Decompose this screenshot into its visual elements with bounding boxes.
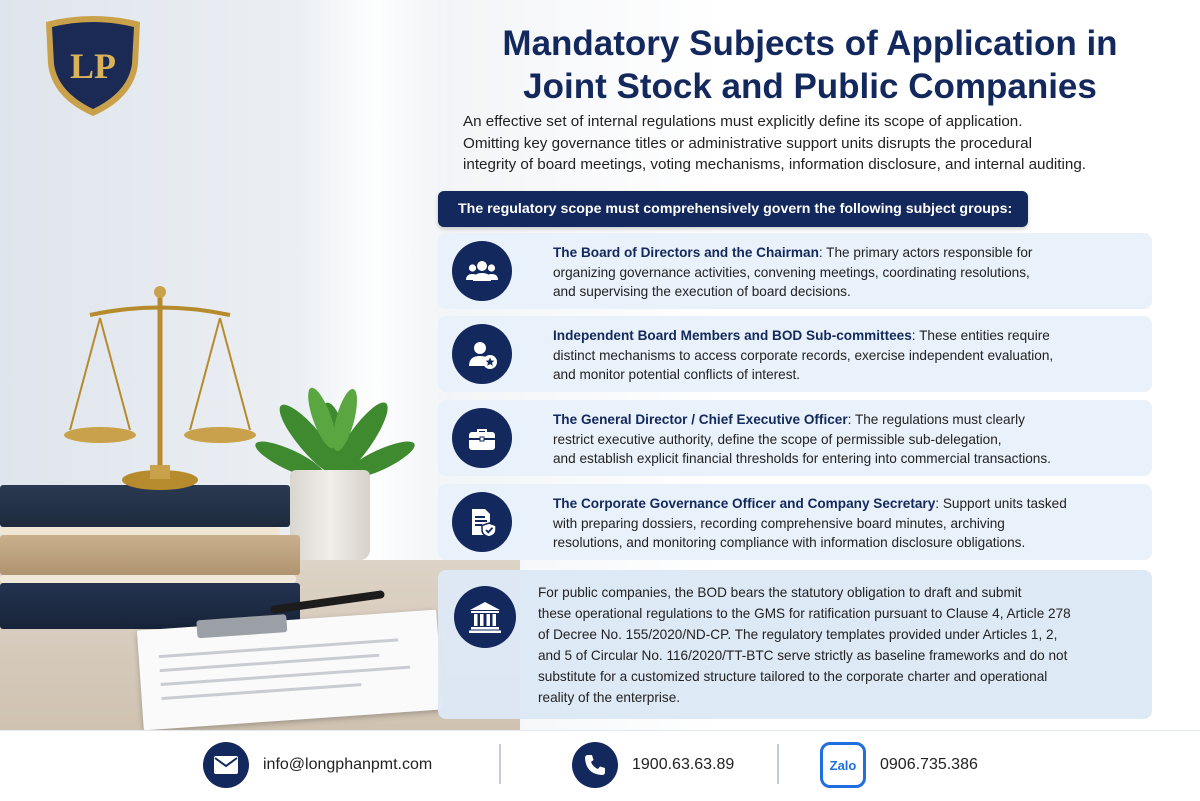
stacked-books: [0, 480, 300, 630]
lp-shield-logo: [40, 14, 146, 118]
briefcase-icon: [452, 408, 512, 468]
justice-scale-illustration: [50, 280, 270, 500]
page-title: [450, 22, 1170, 108]
note-text: For public companies, the BOD bears the statutory obligation to draft and submit these operational regulations to the GMS for ratification pursuant to Clause 4, Article 278 of Decree No. 155/2020/ND-CP. The regulatory templates provided under Articles 1, 2, and 5 of Circular No. 116/2020/TT-BTC serve strictly as baseline frameworks and do not substitute for a customized structure tailored to the corporate charter and operational reality of the enterprise.: [538, 585, 1071, 705]
email-address[interactable]: info@longphanpmt.com: [263, 756, 433, 773]
subject-card-independent-members: [438, 316, 1152, 392]
phone-number[interactable]: 1900.63.63.89: [632, 756, 735, 773]
intro-paragraph: An effective set of internal regulations must explicitly define its scope of application. Omitting key governance titles or administrative support units disrupts the procedural integrity of board meetings, voting mechanisms, information disclosure, and internal auditing.: [463, 113, 1087, 173]
subject-text: The General Director / Chief Executive Officer: The regulations must clearly restrict executive authority, define the scope of permissible sub-delegation, and establish explicit financial thresholds for entering into commercial transactions.: [553, 412, 1051, 466]
zalo-number[interactable]: 0906.735.386: [880, 756, 978, 773]
institution-icon: [454, 586, 516, 648]
phone-icon: [572, 742, 618, 788]
subject-text: The Board of Directors and the Chairman: The primary actors responsible for organizing governance activities, convening meetings, coordinating resolutions, and supervising the execution of board decisions.: [553, 245, 1033, 299]
document-shield-icon: [452, 492, 512, 552]
public-company-note: [438, 570, 1152, 719]
subject-text: The Corporate Governance Officer and Company Secretary: Support units tasked with preparing dossiers, recording comprehensive board minutes, archiving resolutions, and monitoring compliance with information disclosure obligations.: [553, 496, 1067, 550]
scope-banner: The regulatory scope must comprehensively govern the following subject groups:: [438, 191, 1028, 227]
zalo-icon: Zalo: [820, 742, 866, 788]
plant-pot: [290, 470, 370, 560]
group-users-icon: [452, 241, 512, 301]
email-contact[interactable]: [203, 730, 432, 800]
envelope-icon: [203, 742, 249, 788]
subject-text: Independent Board Members and BOD Sub-committees: These entities require distinct mechanisms to access corporate records, exercise independent evaluation, and monitor potential conflicts of interest.: [553, 328, 1054, 382]
footer-divider: [499, 744, 501, 784]
title-line-1: Mandatory Subjects of Application in: [502, 24, 1118, 63]
subject-card-board: [438, 233, 1152, 309]
footer-divider: [777, 744, 779, 784]
user-star-icon: [452, 324, 512, 384]
subject-card-general-director: [438, 400, 1152, 476]
clipboard-document: [137, 610, 443, 730]
svg-text:LP: LP: [69, 46, 117, 86]
zalo-contact[interactable]: [820, 730, 978, 800]
phone-contact[interactable]: [572, 730, 734, 800]
subject-card-company-secretary: [438, 484, 1152, 560]
title-line-2: Joint Stock and Public Companies: [523, 67, 1097, 106]
